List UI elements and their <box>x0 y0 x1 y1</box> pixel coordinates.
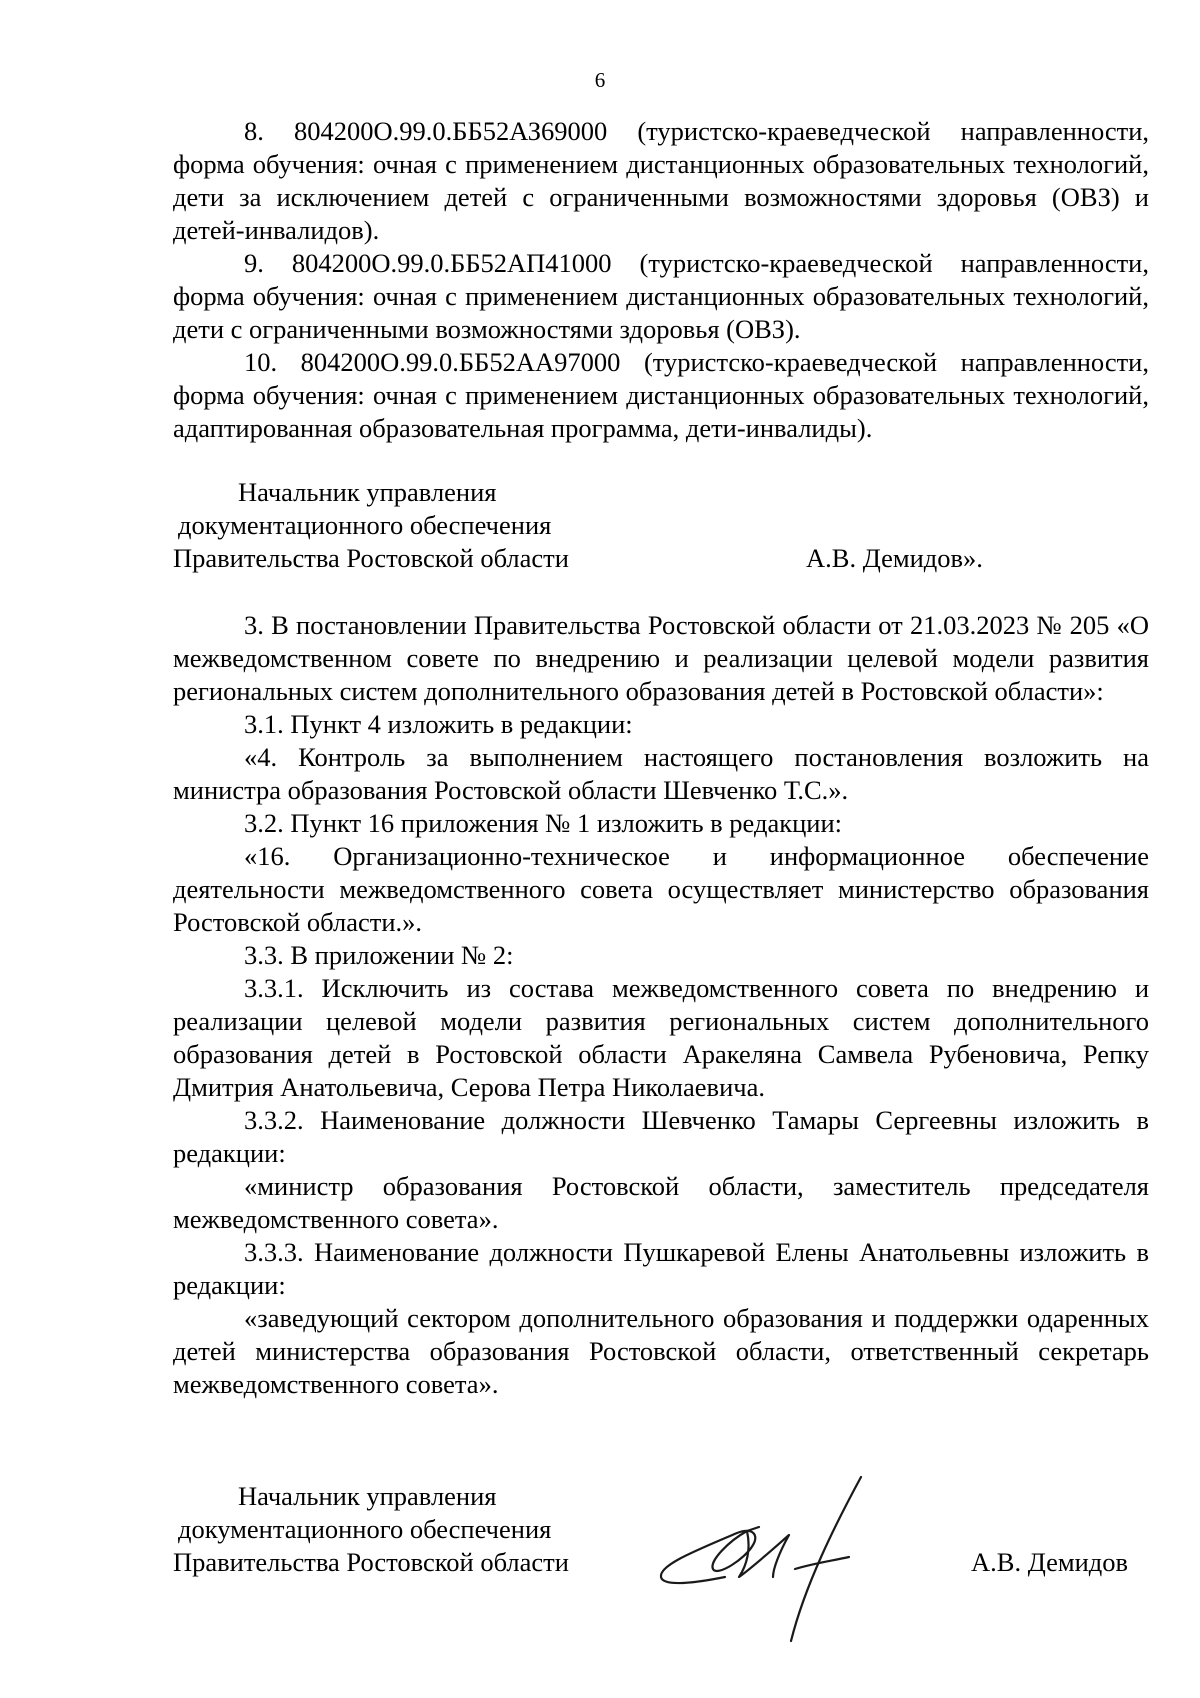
paragraph-3-3: 3.3. В приложении № 2: <box>244 940 514 970</box>
paragraph-3-3-3: 3.3.3. Наименование должности Пушкаревой Елены Анатольевны изложить в редакции: <box>173 1237 1149 1300</box>
quote-sector-head-title: «заведующий сектором дополнительного образования и поддержки одаренных детей министерства образования Ростовской области, ответственный секретарь межведомственного совета». <box>173 1303 1149 1399</box>
service-codes-list <box>173 115 1149 445</box>
amendments-section <box>173 609 1149 1401</box>
quote-minister-title: «министр образования Ростовской области, заместитель председателя межведомственного совета». <box>173 1171 1149 1234</box>
paragraph-item-10: 10. 804200О.99.0.ББ52АА97000 (туристско-краеведческой направленности, форма обучения: очная с применением дистанционных образовательных технологий, адаптированная образовательная программа, дети-инвалиды). <box>173 347 1149 443</box>
signatory-title-line-1: Начальник управления <box>238 477 497 507</box>
signature-stroke-tail <box>795 1557 849 1569</box>
paragraph-3-2: 3.2. Пункт 16 приложения № 1 изложить в редакции: <box>244 808 842 838</box>
signatory-title-line-2: документационного обеспечения <box>178 510 552 540</box>
signatory-name: А.В. Демидов <box>971 1547 1129 1577</box>
signatory-name: А.В. Демидов». <box>806 543 983 573</box>
signature-stroke-tall <box>791 1477 861 1641</box>
signatory-title-line-2: документационного обеспечения <box>178 1514 552 1544</box>
handwritten-signature <box>655 1465 915 1645</box>
signatory-title-line-3: Правительства Ростовской области <box>173 1547 569 1577</box>
paragraph-3-3-2: 3.3.2. Наименование должности Шевченко Тамары Сергеевны изложить в редакции: <box>173 1105 1149 1168</box>
signatory-title <box>173 476 569 575</box>
signature-stroke-loop <box>661 1527 759 1583</box>
paragraph-3: 3. В постановлении Правительства Ростовской области от 21.03.2023 № 205 «О межведомственном совете по внедрению и реализации целевой модели развития региональных систем дополнительного образования детей в Ростовской области»: <box>173 610 1149 706</box>
signatory-title-line-3: Правительства Ростовской области <box>173 543 569 573</box>
paragraph-3-1: 3.1. Пункт 4 изложить в редакции: <box>244 709 633 739</box>
quote-paragraph-4: «4. Контроль за выполнением настоящего постановления возложить на министра образования Ростовской области Шевченко Т.С.». <box>173 742 1149 805</box>
signatory-title <box>173 1480 569 1579</box>
signature-block-1 <box>173 476 1149 580</box>
signatory-title-line-1: Начальник управления <box>238 1481 497 1511</box>
quote-paragraph-16: «16. Организационно-техническое и информационное обеспечение деятельности межведомственного совета осуществляет министерство образования Ростовской области.». <box>173 841 1149 937</box>
paragraph-item-8: 8. 804200О.99.0.ББ52АЗ69000 (туристско-краеведческой направленности, форма обучения: очная с применением дистанционных образовательных технологий, дети за исключением детей с ограниченными возможностями здоровья (ОВЗ) и детей-инвалидов). <box>173 116 1149 245</box>
page-number: 6 <box>594 68 606 92</box>
paragraph-3-3-1: 3.3.1. Исключить из состава межведомственного совета по внедрению и реализации целевой модели развития региональных систем дополнительного образования детей в Ростовской области Аракеляна Самвела Рубеновича, Репку Дмитрия Анатольевича, Серова Петра Николаевича. <box>173 973 1149 1102</box>
paragraph-item-9: 9. 804200О.99.0.ББ52АП41000 (туристско-краеведческой направленности, форма обучения: очная с применением дистанционных образовательных технологий, дети с ограниченными возможностями здоровья (ОВЗ). <box>173 248 1149 344</box>
